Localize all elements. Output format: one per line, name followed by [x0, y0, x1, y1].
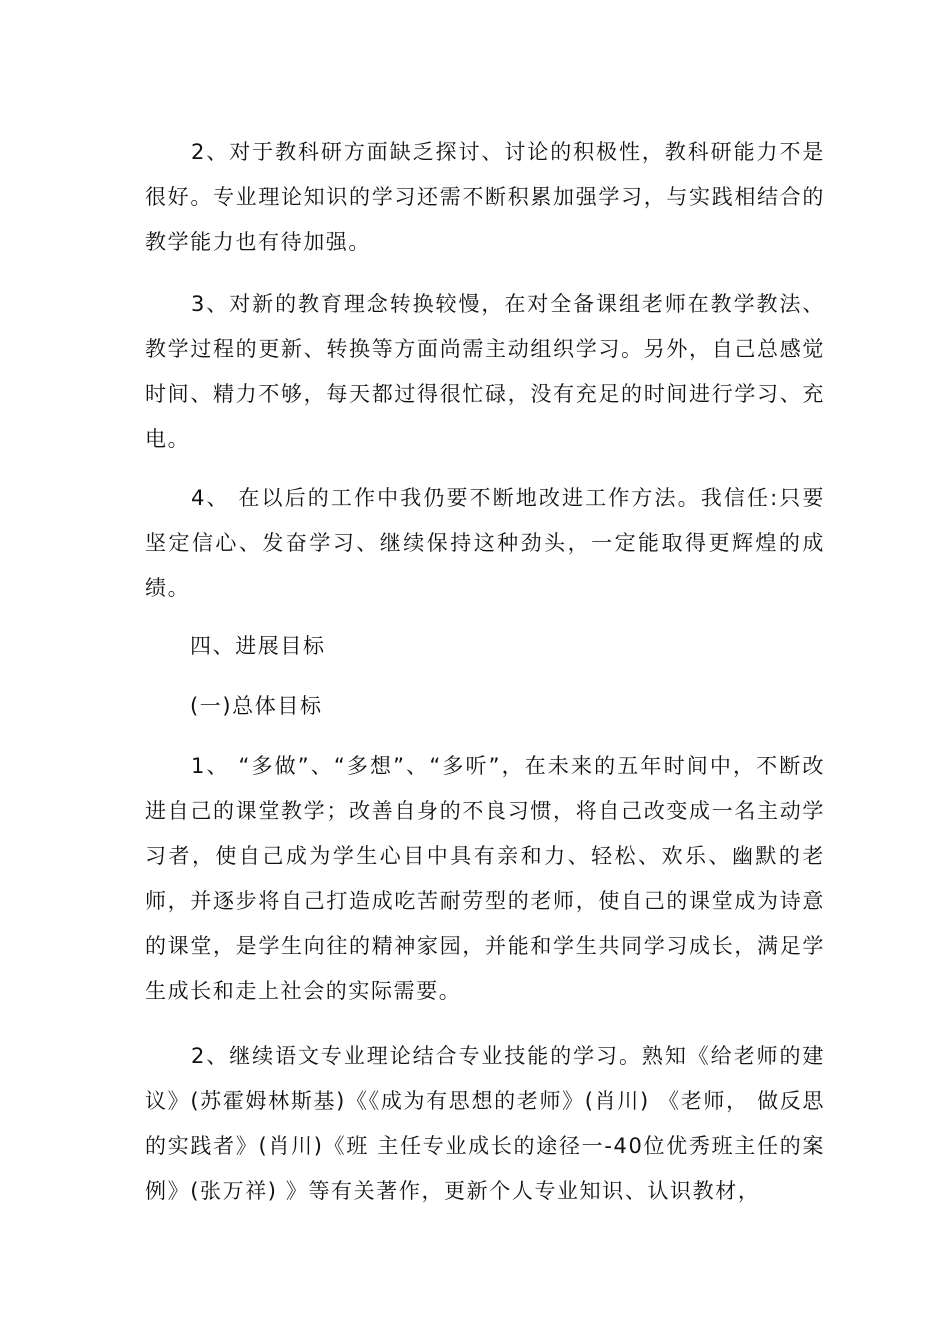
section-heading: 四、进展目标	[190, 634, 326, 658]
goal-item-2: 2、继续语文专业理论结合专业技能的学习。熟知《给老师的建议》(苏霍姆林斯基)《《成为有思想的老师》(肖川) 《老师， 做反思的实践者》(肖川)《班 主任专业成长的途径一-40位优秀班主任的案例》(张万祥) 》等有关著作，更新个人专业知识、认识教材，	[145, 1044, 825, 1203]
paragraph-research-weakness: 2、对于教科研方面缺乏探讨、讨论的积极性，教科研能力不是很好。专业理论知识的学习还需不断积累加强学习，与实践相结合的教学能力也有待加强。	[145, 140, 825, 254]
paragraph-teaching-concepts: 3、对新的教育理念转换较慢，在对全备课组老师在教学教法、教学过程的更新、转换等方面尚需主动组织学习。另外，自己总感觉时间、精力不够，每天都过得很忙碌，没有充足的时间进行学习、充电。	[145, 292, 825, 451]
subsection-heading: (一)总体目标	[190, 694, 323, 718]
paragraph-future-work: 4、 在以后的工作中我仍要不断地改进工作方法。我信任:只要坚定信心、发奋学习、继续保持这种劲头，一定能取得更辉煌的成绩。	[145, 486, 825, 600]
goal-item-1: 1、 “多做”、“多想”、“多听”，在未来的五年时间中，不断改进自己的课堂教学；改善自身的不良习惯，将自己改变成一名主动学习者，使自己成为学生心目中具有亲和力、轻松、欢乐、幽默的老师，并逐步将自己打造成吃苦耐劳型的老师，使自己的课堂成为诗意的课堂，是学生向往的精神家园，并能和学生共同学习成长，满足学生成长和走上社会的实际需要。	[145, 754, 825, 1003]
